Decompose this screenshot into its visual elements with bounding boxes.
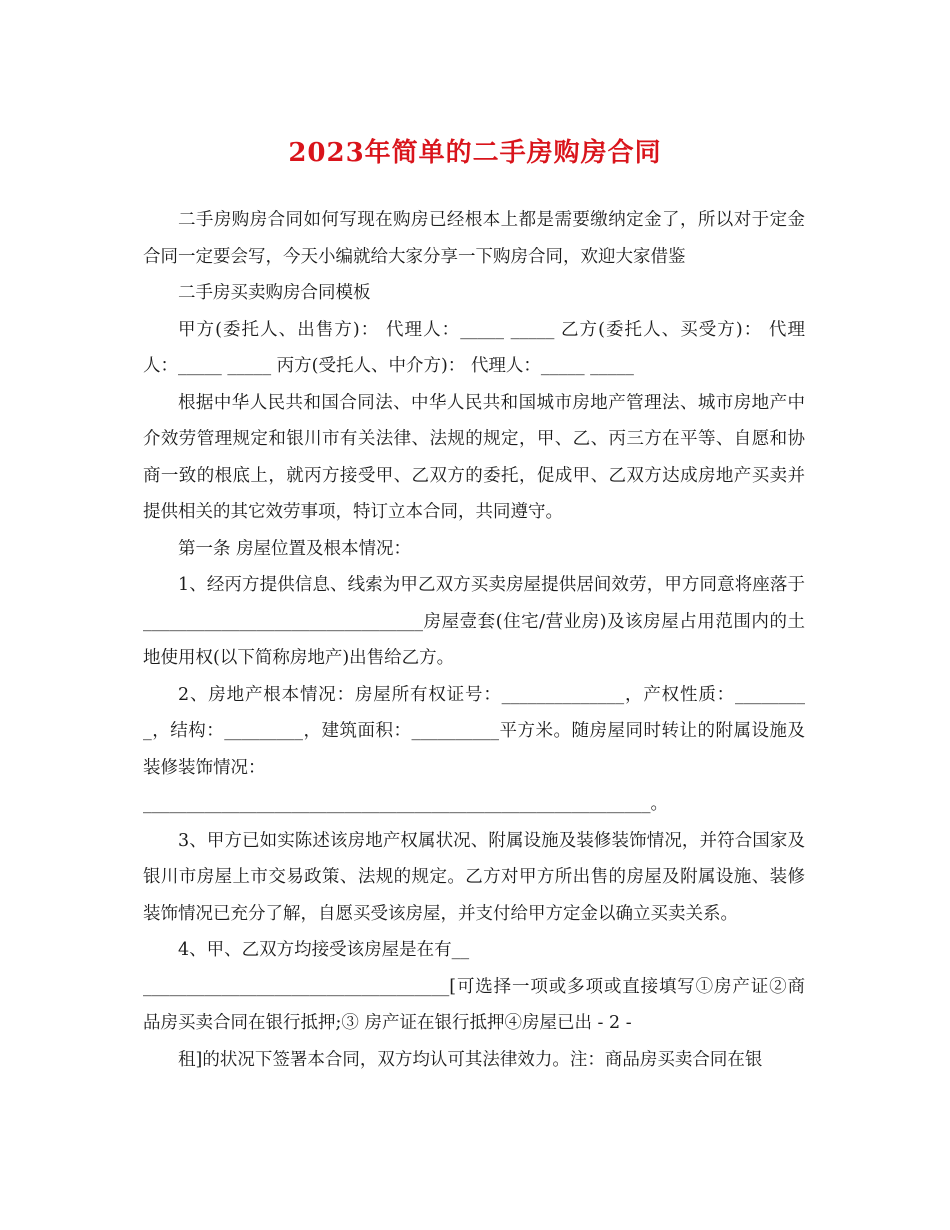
clause-3-paragraph: 3、甲方已如实陈述该房地产权属状况、附属设施及装修装饰情况，并符合国家及银川市房屋上市交易政策、法规的规定。乙方对甲方所出售的房屋及附属设施、装修装饰情况已充分了解，自愿买受该房屋，并支付给甲方定金以确立买卖关系。 <box>143 830 805 924</box>
clause-1-paragraph: 1、经丙方提供信息、线索为甲乙双方买卖房屋提供居间效劳，甲方同意将座落于________________________________房屋壹套(住宅/营业房)及该房屋占用范围内的土地使用权(以下简称房地产)出售给乙方。 <box>143 575 805 668</box>
clause-4-paragraph: 4、甲、乙双方均接受该房屋是在有__ <box>178 940 470 960</box>
clause-4-continued: ___________________________________[可选择一项或多项或直接填写①房产证②商品房买卖合同在银行抵押;③ 房产证在银行抵押④房屋已出 - 2 - <box>143 976 805 1033</box>
legal-basis-paragraph: 根据中华人民共和国合同法、中华人民共和国城市房地产管理法、城市房地产中介效劳管理规定和银川市有关法律、法规的规定，甲、乙、丙三方在平等、自愿和协商一致的根底上，就丙方接受甲、乙双方的委托，促成甲、乙双方达成房地产买卖并提供相关的其它效劳事项，特订立本合同，共同遵守。 <box>143 392 805 522</box>
document-body <box>143 202 805 1078</box>
parties-paragraph: 甲方(委托人、出售方)： 代理人：_____ _____ 乙方(委托人、买受方)： 代理人：_____ _____ 丙方(受托人、中介方)： 代理人：_____ _____ <box>143 319 805 376</box>
intro-paragraph: 二手房购房合同如何写现在购房已经根本上都是需要缴纳定金了，所以对于定金合同一定要会写，今天小编就给大家分享一下购房合同，欢迎大家借鉴 <box>143 210 805 267</box>
document-title: 2023年简单的二手房购房合同 <box>288 138 662 168</box>
article-one-heading: 第一条 房屋位置及根本情况： <box>178 538 412 559</box>
template-heading: 二手房买卖购房合同模板 <box>178 283 371 303</box>
clause-2-paragraph: 2、房地产根本情况：房屋所有权证号：______________，产权性质：_________，结构：_________，建筑面积：__________平方米。随房屋同时转让的附属设施及装修装饰情况： <box>143 684 805 778</box>
clause-4-end: 租]的状况下签署本合同，双方均认可其法律效力。注：商品房买卖合同在银 <box>178 1049 763 1070</box>
fill-in-line: __________________________________________________________。 <box>143 794 668 814</box>
